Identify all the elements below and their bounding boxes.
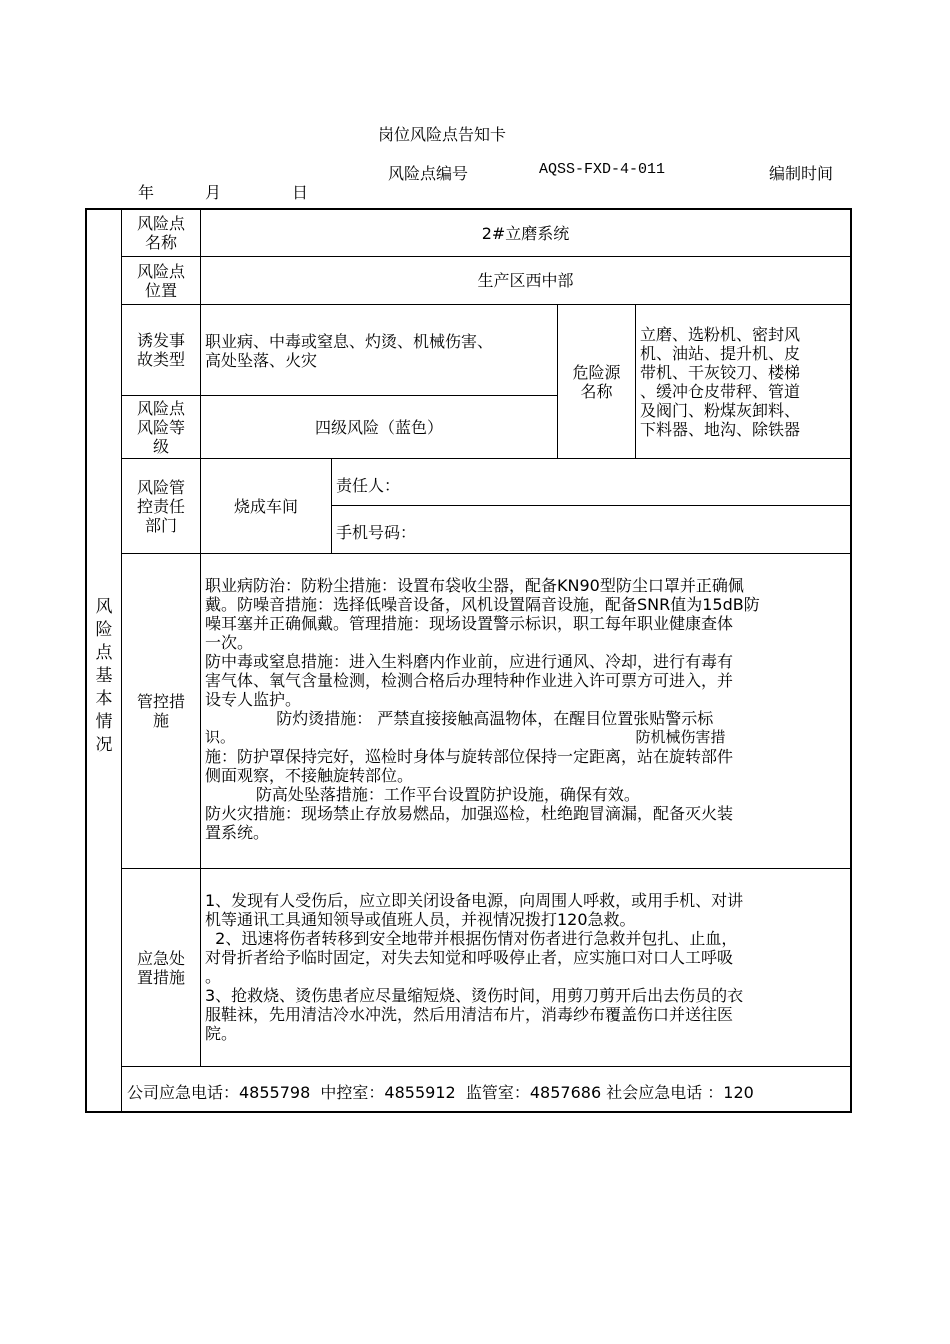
location-value: 生产区西中部 [477, 271, 574, 290]
date-month: 月 [205, 183, 222, 202]
code-label: 风险点编号 [388, 164, 469, 183]
date-label: 编制时间 [769, 164, 834, 183]
dept-label: 风险管 控责任 部门 [136, 477, 185, 535]
location-label: 风险点 位置 [136, 261, 185, 300]
code-value: AQSS-FXD-4-011 [539, 161, 666, 178]
phone-label: 手机号码： [336, 523, 417, 542]
hazard-label: 危险源 名称 [572, 362, 621, 401]
emergency-phones: 公司应急电话：4855798 中控室：4855912 监管室：4857686 社会应急电话 ：120 [127, 1083, 754, 1102]
responsible-label: 责任人： [336, 476, 401, 495]
side-label: 风 险 点 基 本 情 况 [95, 597, 113, 755]
hazard-value: 立磨、选粉机、密封风 机、油站、提升机、皮 带机、干灰铰刀、楼梯 、缓冲仓皮带秤、管道 及阀门、粉煤灰卸料、 下料器、地沟、除铁器 [640, 325, 801, 439]
accident-label: 诱发事 故类型 [136, 331, 185, 369]
name-value: 2#立磨系统 [481, 223, 570, 243]
name-label: 风险点 名称 [136, 214, 185, 252]
accident-value: 职业病、中毒或窒息、灼烫、机械伤害、 高处坠落、火灾 [205, 332, 494, 370]
emergency-label: 应急处 置措施 [136, 948, 185, 987]
level-value: 四级风险（蓝色） [314, 417, 443, 437]
emergency-measures: 1、发现有人受伤后，应立即关闭设备电源，向周围人呼救，或用手机、对讲 机等通讯工具通知领导或值班人员，并视情况拨打120急救。 2、迅速将伤者转移到安全地带并根据伤情对伤者进行急救并包扎、止血， 对骨折者给予临时固定，对失去知觉和呼吸停止者，应实施口对口人工呼吸 。 3、抢救烧、烫伤患者应尽量缩短烧、烫伤时间，用剪刀剪开后出去伤员的衣 服鞋袜，先用清洁冷水冲洗，然后用清洁布片，消毒纱布覆盖伤口并送往医 院。 [205, 891, 744, 1043]
date-year: 年 [138, 183, 155, 202]
control-measures: 职业病防治：防粉尘措施：设置布袋收尘器，配备KN90型防尘口罩并正确佩 戴。防噪音措施：选择低噪音设备，风机设置隔音设施，配备SNR值为15dB防 噪耳塞并正确佩戴。管理措施：现场设置警示标识，职工每年职业健康查体 一次。 防中毒或窒息措施：进入生料磨内作业前，应进行通风、冷却，进行有毒有 害气体、氧气含量检测，检测合格后办理特种作业进入许可票方可进入，并 设专人监护。 防灼烫措施： 严禁直接接触高温物体，在醒目位置张贴警示标 识。 防机械伤害措 施：防护罩保持完好，巡检时身体与旋转部位保持一定距离，站在旋转部件 侧面观察，不接触旋转部位。 防高处坠落措施：工作平台设置防护设施，确保有效。 防火灾措施：现场禁止存放易燃品，加强巡检，杜绝跑冒滴漏，配备灭火装 置系统。 [205, 576, 760, 842]
date-day: 日 [292, 183, 309, 202]
dept-value: 烧成车间 [233, 496, 298, 516]
control-label: 管控措 施 [136, 692, 185, 730]
page-title: 岗位风险点告知卡 [378, 125, 507, 144]
level-label: 风险点 风险等 级 [136, 398, 185, 456]
